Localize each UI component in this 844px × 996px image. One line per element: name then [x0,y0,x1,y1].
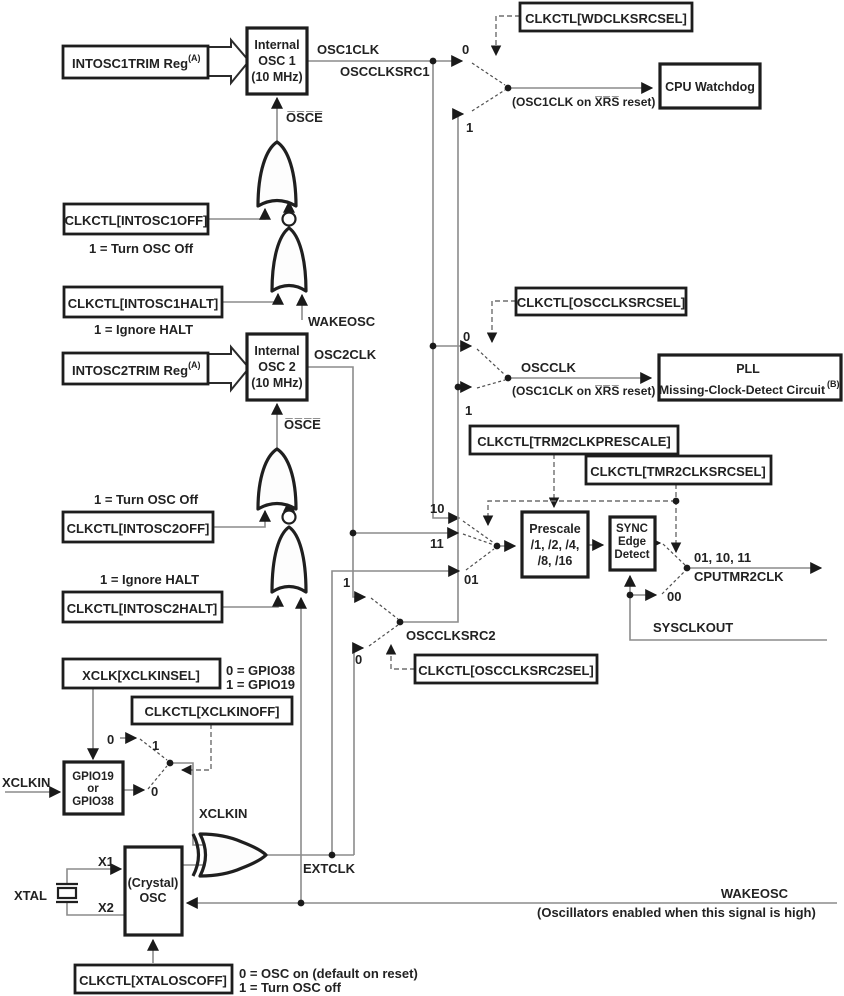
block-prescale [522,512,588,577]
xtaloscoff-note0: 0 = OSC on (default on reset) [239,966,418,981]
block-gpio [64,762,123,814]
reg-box-intosc1off [64,204,208,234]
intosc2trim-label: INTOSC2TRIM Reg [72,363,189,378]
cpu-watchdog-label: CPU Watchdog [665,80,755,94]
xtal-label: XTAL [14,888,47,903]
block-crystal-osc [125,847,182,935]
watchdog-reset-note: (OSC1CLK on X̅R̅S̅ reset) [512,95,656,109]
block-osc1 [247,28,307,94]
reg-box-intosc1halt [64,287,222,317]
oscclk-reset-note: (OSC1CLK on X̅R̅S̅ reset) [512,384,656,398]
src2-mux-bit1: 1 [343,575,351,590]
sync-line2: Edge [617,536,647,548]
intosc1halt-note: 1 = Ignore HALT [94,322,194,337]
tmr2-mux-bit10: 10 [430,501,445,516]
osce1-label: O̅S̅C̅E̅ [286,110,323,125]
block-pll-missing-clock-detect [659,355,841,400]
crystal-symbol [56,884,78,902]
intosc2off-note: 1 = Turn OSC Off [94,492,199,507]
gpio-line3: GPIO38 [72,796,114,808]
xclkin-mid-label: XCLKIN [199,806,248,821]
trim2-block-arrow [208,347,249,390]
x1-label: X1 [98,854,114,869]
intosc1off-label: CLKCTL[INTOSC1OFF] [64,213,208,228]
osc2-nor-bubble [283,511,296,524]
oscclk-mux-bit1: 1 [465,403,473,418]
reg-box-intosc1trim [63,46,208,78]
xtaloscoff-note1: 1 = Turn OSC off [239,980,341,995]
src2-mux-bit0: 0 [355,652,363,667]
prescale-line2: /1, /2, /4, [530,538,580,552]
pll-line1: PLL [736,362,760,376]
reg-box-trm2clkprescale [470,426,678,454]
extclk-label: EXTCLK [303,861,355,876]
reg-box-intosc2halt [63,592,222,622]
intosc2halt-label: CLKCTL[INTOSC2HALT] [66,601,218,616]
intosc2trim-sup: (A) [188,360,201,370]
osc2-line2: OSC 2 [258,360,296,374]
wakeosc-top-label: WAKEOSC [308,314,376,329]
xclkin-mux-const0: 0 [107,732,115,747]
block-osc2 [247,334,307,400]
xclkin-xor-gate [193,834,266,876]
oscclksrc2-label: OSCCLKSRC2 [406,628,496,643]
tmr2-sel-codes-label: 01, 10, 11 [694,550,752,565]
wdclksrcsel-label: CLKCTL[WDCLKSRCSEL] [525,11,687,26]
code00-label: 00 [667,589,682,604]
prescale-line1: Prescale [529,522,581,536]
intosc1off-note: 1 = Turn OSC Off [89,241,194,256]
osc2clk-label: OSC2CLK [314,347,377,362]
wakeosc-note-label: (Oscillators enabled when this signal is high) [537,905,816,920]
oscclksrcsel-label: CLKCTL[OSCCLKSRCSEL] [516,295,686,310]
oscclk-label: OSCCLK [521,360,576,375]
xclkinsel-note1: 1 = GPIO19 [226,677,296,692]
xclkin-mux-bit1: 1 [152,738,160,753]
wakeosc-bottom-label: WAKEOSC [720,886,788,901]
pll-line2: Missing-Clock-Detect Circuit [659,383,826,397]
tmr2-mux-bit11: 11 [430,536,444,551]
trm2clkprescale-label: CLKCTL[TRM2CLKPRESCALE] [477,434,671,449]
prescale-line3: /8, /16 [537,554,573,568]
oscclk-mux-bit0: 0 [463,329,471,344]
tmr2-mux-bit01: 01 [464,572,479,587]
osce2-label: O̅S̅C̅E̅ [284,417,321,432]
sync-line1: SYNC [616,523,648,535]
reg-box-tmr2clksrcsel [586,456,771,484]
svg-text:INTOSC2TRIM Reg(A) [72,360,201,378]
xtaloscoff-label: CLKCTL[XTALOSCOFF] [79,973,227,988]
osc1-line1: Internal [254,38,300,52]
crystal-line2: OSC [139,891,167,905]
osc1-or-gate-bottom [272,228,306,291]
xclkinsel-note0: 0 = GPIO38 [226,663,296,678]
oscclksrc2sel-label: CLKCTL[OSCCLKSRC2SEL] [418,663,594,678]
trim1-block-arrow [208,40,249,83]
cputmr2clk-label: CPUTMR2CLK [694,569,784,584]
oscclksrc1-label: OSCCLKSRC1 [340,64,430,79]
reg-box-wdclksrcsel [520,3,692,31]
block-cpu-watchdog [660,64,760,108]
reg-box-xclkinoff [132,697,292,724]
osc2-or-gate-bottom [272,527,306,592]
wd-mux-bit1: 1 [466,120,474,135]
reg-box-oscclksrcsel [516,288,686,315]
reg-box-intosc2trim [63,353,208,384]
svg-text:INTOSC1TRIM Reg(A) [72,53,201,71]
osc1-line2: OSC 1 [258,54,296,68]
xclkin-input-label: XCLKIN [2,775,51,790]
osc2-line3: (10 MHz) [251,376,303,390]
osc1clk-label: OSC1CLK [317,42,380,57]
reg-box-xtaloscoff [75,965,232,993]
crystal-line1: (Crystal) [127,876,179,890]
reg-box-xclkinsel [63,659,220,688]
pll-sup: (B) [827,379,840,389]
wd-mux-bit0: 0 [462,42,470,57]
osc1-nor-bubble [283,213,296,226]
osc1-or-gate-top [258,142,296,206]
intosc2off-label: CLKCTL[INTOSC2OFF] [66,521,210,536]
xclkinoff-label: CLKCTL[XCLKINOFF] [144,704,280,719]
tmr2clksrcsel-label: CLKCTL[TMR2CLKSRCSEL] [590,464,766,479]
intosc1trim-sup: (A) [188,53,201,63]
xclkinsel-label: XCLK[XCLKINSEL] [82,668,200,683]
gpio-line1: GPIO19 [72,771,114,783]
xclkin-mux-bit0: 0 [151,784,159,799]
intosc1halt-label: CLKCTL[INTOSC1HALT] [67,296,219,311]
reg-box-intosc2off [63,512,213,542]
sysclkout-label: SYSCLKOUT [653,620,734,635]
osc2-or-gate-top [258,449,296,509]
block-sync-edge-detect [610,517,655,570]
osc2-line1: Internal [254,344,300,358]
intosc1trim-label: INTOSC1TRIM Reg [72,56,189,71]
intosc2halt-note: 1 = Ignore HALT [100,572,200,587]
x2-label: X2 [98,900,114,915]
sync-line3: Detect [614,549,650,561]
gpio-line2: or [87,783,99,795]
osc1-line3: (10 MHz) [251,70,303,84]
reg-box-oscclksrc2sel [415,655,597,683]
